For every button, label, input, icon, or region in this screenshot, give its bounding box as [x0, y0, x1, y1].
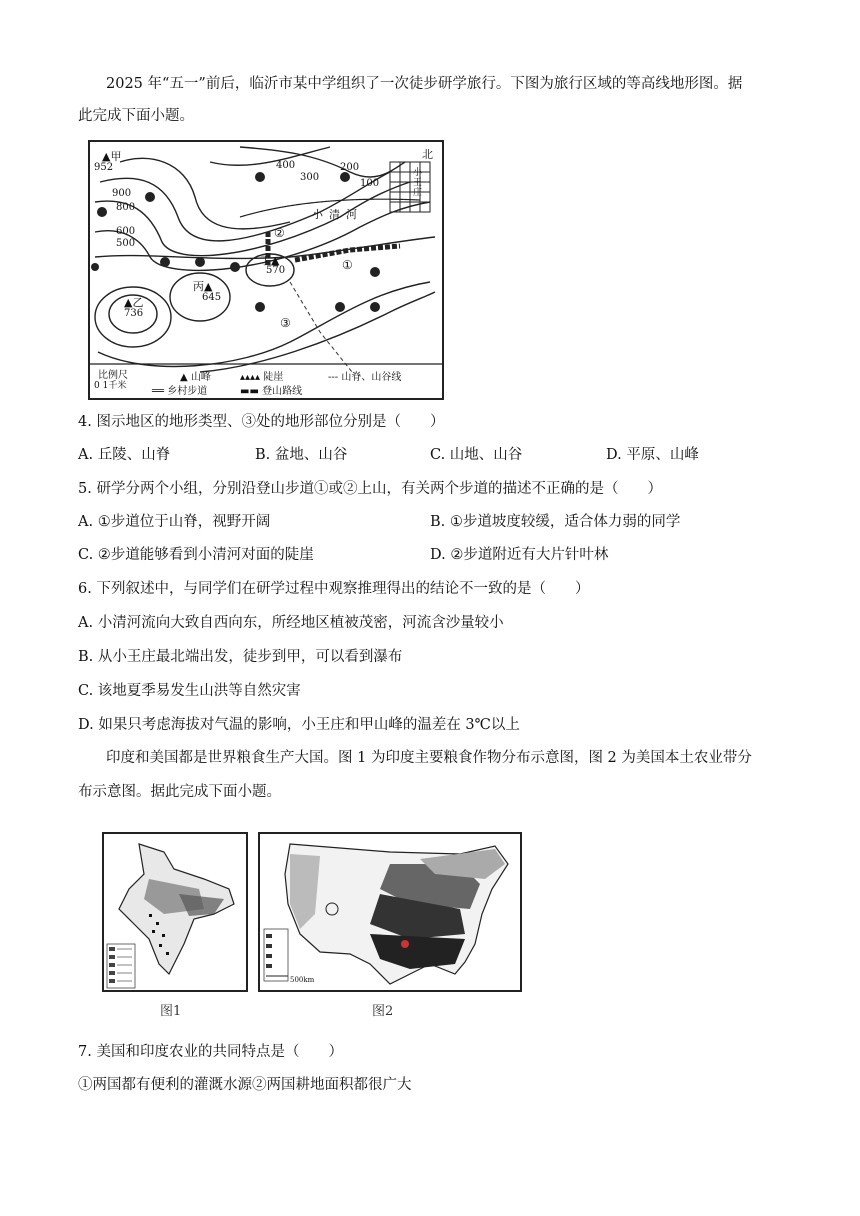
marker-1: ① — [342, 258, 353, 272]
q6-stem: 6. 下列叙述中，与同学们在研学过程中观察推理得出的结论不一致的是（ ） — [78, 581, 590, 597]
q4-option-b: B. 盆地、山谷 — [255, 447, 348, 463]
contour-label: 100 — [360, 178, 380, 189]
q6-option-b: B. 从小王庄最北端出发，徒步到甲，可以看到瀑布 — [78, 649, 403, 665]
legend-village-path: ══ 乡村步道 — [152, 386, 208, 397]
q4-option-c: C. 山地、山谷 — [430, 447, 523, 463]
intro1-line1: 2025 年“五一”前后，临沂市某中学组织了一次徒步研学旅行。下图为旅行区域的等高线地形图。据 — [106, 76, 743, 92]
figure2-caption: 图2 — [372, 1004, 394, 1019]
figure2-usa-map — [258, 832, 522, 992]
contour-label: 200 — [340, 162, 360, 173]
contour-label: 400 — [276, 160, 296, 171]
usa-map-svg — [260, 834, 520, 990]
legend-scale-value: 0 1千米 — [94, 381, 127, 391]
legend-cliff: ▴▴▴▴ 陡崖 — [240, 372, 284, 383]
river-label: 小清河 — [312, 208, 363, 221]
q5-stem: 5. 研学分两个小组，分别沿登山步道①或②上山，有关两个步道的描述不正确的是（ ） — [78, 481, 662, 497]
contour-line — [240, 147, 405, 177]
legend-ridge-valley: --- 山脊、山谷线 — [328, 372, 402, 383]
q4-option-a: A. 丘陵、山脊 — [78, 447, 171, 463]
contour-map — [88, 140, 444, 400]
peak-ding-elev: 570 — [266, 265, 286, 276]
q5-option-c: C. ②步道能够看到小清河对面的陡崖 — [78, 547, 314, 563]
north-label: 北 — [422, 148, 433, 161]
peak-bing-label: 丙▲ — [193, 280, 213, 293]
q7-stem: 7. 美国和印度农业的共同特点是（ ） — [78, 1044, 343, 1060]
legend-scale-label: 比例尺 — [98, 370, 128, 381]
q6-option-c: C. 该地夏季易发生山洪等自然灾害 — [78, 683, 301, 699]
q4-stem: 4. 图示地区的地形类型、③处的地形部位分别是（ ） — [78, 414, 445, 430]
peak-yi-label: ▲乙 — [124, 296, 144, 309]
marker-3: ③ — [280, 316, 291, 330]
contour-label: 300 — [300, 172, 320, 183]
peak-bing-elev: 645 — [202, 292, 222, 303]
intro2-line1: 印度和美国都是世界粮食生产大国。图 1 为印度主要粮食作物分布示意图，图 2 为美国本土农业带分 — [106, 750, 752, 766]
q4-option-d: D. 平原、山峰 — [606, 447, 699, 463]
contour-label: 900 — [112, 188, 132, 199]
legend-peak: ▲ 山峰 — [180, 372, 211, 383]
q7-line1: ①两国都有便利的灌溉水源②两国耕地面积都很广大 — [78, 1077, 412, 1093]
intro1-line2: 此完成下面小题。 — [78, 108, 194, 124]
marker-2: ② — [274, 226, 285, 240]
q5-option-a: A. ①步道位于山脊，视野开阔 — [78, 514, 271, 530]
legend-climb-route: ▬▬ 登山路线 — [240, 386, 303, 397]
q6-option-d: D. 如果只考虑海拔对气温的影响，小王庄和甲山峰的温差在 3℃以上 — [78, 717, 520, 733]
peak-jia-label: ▲甲 — [102, 150, 122, 163]
town-label: 小王庄 — [413, 168, 423, 198]
usa-scale-label: 500km — [290, 976, 315, 984]
india-map-svg — [104, 834, 246, 990]
figure1-caption: 图1 — [160, 1004, 182, 1019]
contour-line — [120, 158, 290, 229]
q5-option-d: D. ②步道附近有大片针叶林 — [430, 547, 609, 563]
contour-line — [98, 282, 430, 366]
q6-option-a: A. 小清河流向大致自西向东，所经地区植被茂密，河流含沙量较小 — [78, 615, 504, 631]
peak-ding-label: 丁▲ — [260, 254, 280, 267]
peak-jia-elev: 952 — [94, 162, 114, 173]
peak-yi-elev: 736 — [124, 308, 144, 319]
q5-option-b: B. ①步道坡度较缓，适合体力弱的同学 — [430, 514, 681, 530]
contour-label: 500 — [116, 238, 136, 249]
ridge-valley-line — [290, 282, 352, 372]
region-marker-red — [401, 940, 409, 948]
contour-label: 600 — [116, 226, 136, 237]
figure1-india-map — [102, 832, 248, 992]
contour-label: 800 — [116, 202, 136, 213]
intro2-line2: 布示意图。据此完成下面小题。 — [78, 784, 281, 800]
